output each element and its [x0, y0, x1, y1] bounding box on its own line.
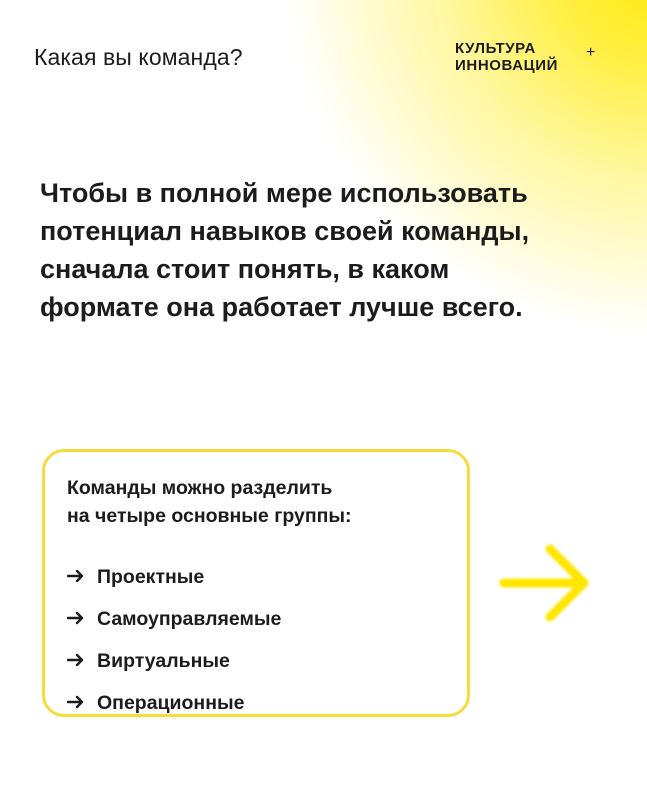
list-item: [67, 556, 281, 598]
team-types-card: [42, 449, 470, 717]
arrow-right-icon: [67, 566, 97, 589]
card-heading-line: на четыре основные группы:: [67, 505, 352, 527]
next-arrow-icon[interactable]: [498, 540, 594, 626]
brand-logo: [455, 40, 596, 74]
page-title: Какая вы команда?: [34, 44, 243, 70]
arrow-right-icon: [67, 692, 97, 715]
team-types-list: [67, 556, 281, 724]
lead-paragraph: [40, 174, 620, 326]
list-item: [67, 598, 281, 640]
lead-line: формате она работает лучше всего.: [40, 292, 523, 322]
list-item-label: Проектные: [97, 565, 205, 588]
lead-line: сначала стоит понять, в каком: [40, 254, 450, 284]
logo-line-1: КУЛЬТУРА: [455, 40, 536, 57]
card-heading: [67, 474, 457, 530]
arrow-right-icon: [67, 650, 97, 673]
logo-plus: +: [586, 44, 596, 61]
list-item: [67, 682, 281, 724]
lead-line: Чтобы в полной мере использовать: [40, 178, 528, 208]
list-item-label: Самоуправляемые: [97, 607, 282, 630]
list-item: [67, 640, 281, 682]
logo-line-2: ИННОВАЦИЙ: [455, 57, 558, 74]
list-item-label: Виртуальные: [97, 649, 230, 672]
lead-line: потенциал навыков своей команды,: [40, 216, 530, 246]
card-heading-line: Команды можно разделить: [67, 477, 333, 499]
arrow-right-icon: [67, 608, 97, 631]
list-item-label: Операционные: [97, 691, 245, 714]
